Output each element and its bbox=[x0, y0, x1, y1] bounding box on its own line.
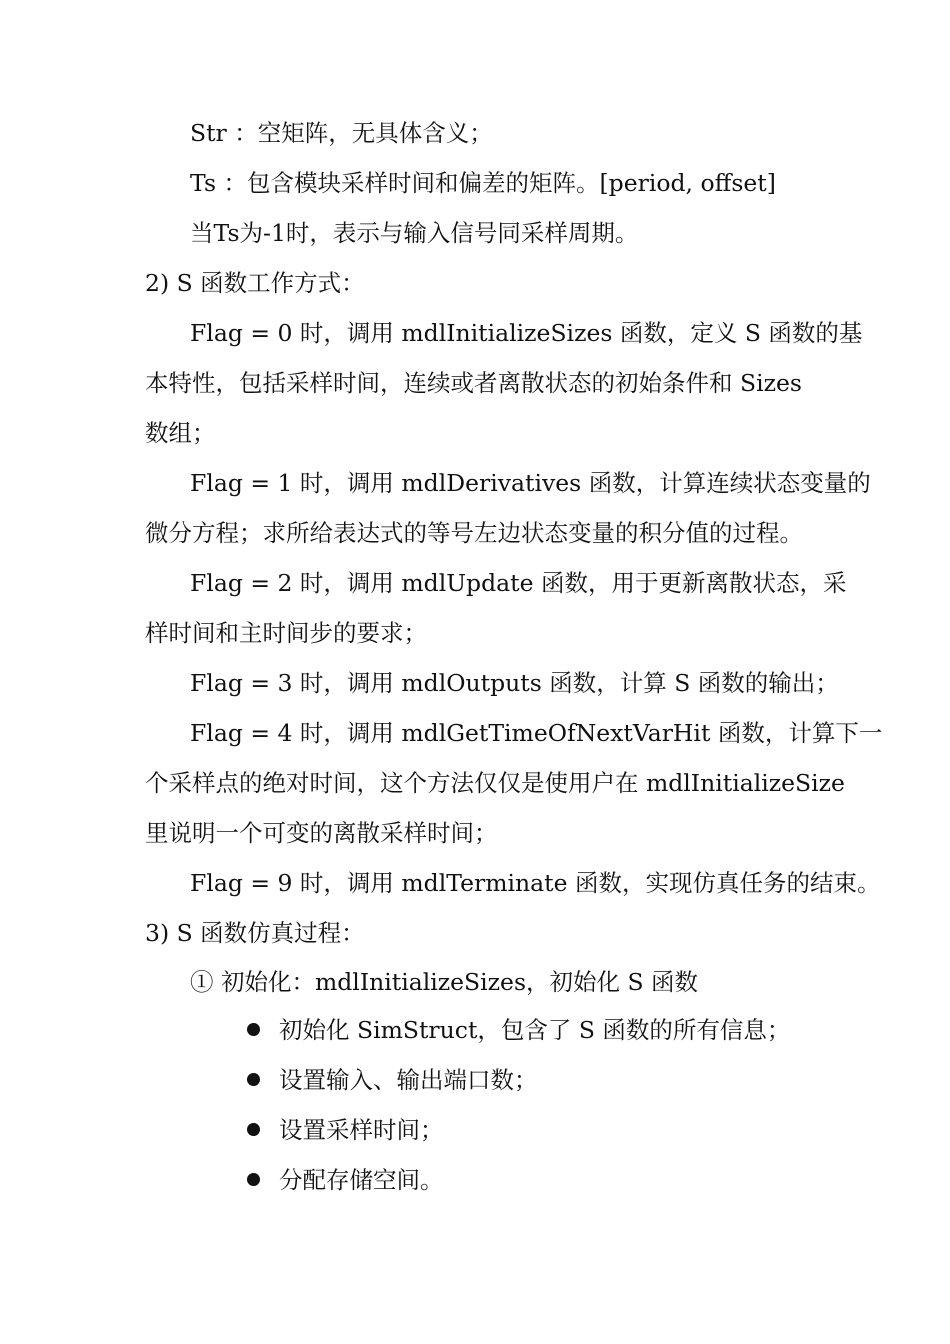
flag0-line1: Flag = 0 时，调用 mdlInitializeSizes 函数，定义 S 函数的基 bbox=[190, 319, 863, 347]
flag0-line2: 本特性，包括采样时间，连续或者离散状态的初始条件和 Sizes bbox=[145, 369, 802, 397]
flag0-line3: 数组； bbox=[145, 419, 216, 447]
bullet-dot-4 bbox=[247, 1173, 260, 1186]
str-definition: Str ：空矩阵，无具体含义； bbox=[190, 119, 493, 147]
ts-note: 当Ts为-1时，表示与输入信号同采样周期。 bbox=[190, 219, 639, 247]
bullet-simstruct: 初始化 SimStruct，包含了 S 函数的所有信息； bbox=[279, 1016, 791, 1044]
flag4-line3: 里说明一个可变的离散采样时间； bbox=[145, 819, 498, 847]
bullet-dot-3 bbox=[247, 1123, 260, 1136]
bullet-dot-1 bbox=[247, 1023, 260, 1036]
init-step-line: ① 初始化：mdlInitializeSizes，初始化 S 函数 bbox=[190, 968, 699, 996]
bullet-memory: 分配存储空间。 bbox=[279, 1166, 444, 1194]
flag3-line: Flag = 3 时，调用 mdlOutputs 函数，计算 S 函数的输出； bbox=[190, 669, 839, 697]
flag2-line1: Flag = 2 时，调用 mdlUpdate 函数，用于更新离散状态，采 bbox=[190, 569, 847, 597]
flag4-line1: Flag = 4 时，调用 mdlGetTimeOfNextVarHit 函数，计算下一 bbox=[190, 719, 883, 747]
bullet-dot-2 bbox=[247, 1073, 260, 1086]
flag1-line1: Flag = 1 时，调用 mdlDerivatives 函数，计算连续状态变量的 bbox=[190, 469, 871, 497]
bullet-sample-time: 设置采样时间； bbox=[279, 1116, 444, 1144]
bullet-ports: 设置输入、输出端口数； bbox=[279, 1066, 538, 1094]
flag2-line2: 样时间和主时间步的要求； bbox=[145, 619, 427, 647]
section-heading-2: 2) S 函数工作方式： bbox=[145, 269, 365, 297]
ts-definition: Ts ：包含模块采样时间和偏差的矩阵。[period, offset] bbox=[190, 169, 776, 197]
flag4-line2: 个采样点的绝对时间，这个方法仅仅是使用户在 mdlInitializeSize bbox=[145, 769, 845, 797]
flag9-line: Flag = 9 时，调用 mdlTerminate 函数，实现仿真任务的结束。 bbox=[190, 869, 881, 897]
section-heading-3: 3) S 函数仿真过程： bbox=[145, 919, 365, 947]
flag1-line2: 微分方程；求所给表达式的等号左边状态变量的积分值的过程。 bbox=[145, 519, 803, 547]
